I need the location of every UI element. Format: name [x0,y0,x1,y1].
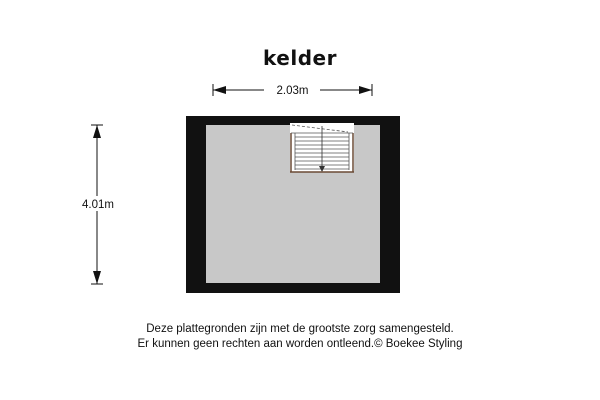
height-dimension [70,125,126,284]
disclaimer [0,322,600,352]
disclaimer-line-2: Er kunnen geen rechten aan worden ontleend.© Boekee Styling [137,338,463,350]
height-label: 4.01m [82,199,114,211]
disclaimer-line-1: Deze plattegronden zijn met de grootste zorg samengesteld. [146,323,454,335]
dimension-arrow-left-icon [213,86,226,94]
width-dimension [213,82,372,97]
floor-title: kelder [263,46,337,70]
width-label: 2.03m [276,85,309,97]
dimension-arrow-up-icon [93,125,101,138]
dimension-arrow-right-icon [359,86,372,94]
dimension-arrow-down-icon [93,271,101,284]
staircase-icon [290,123,354,172]
